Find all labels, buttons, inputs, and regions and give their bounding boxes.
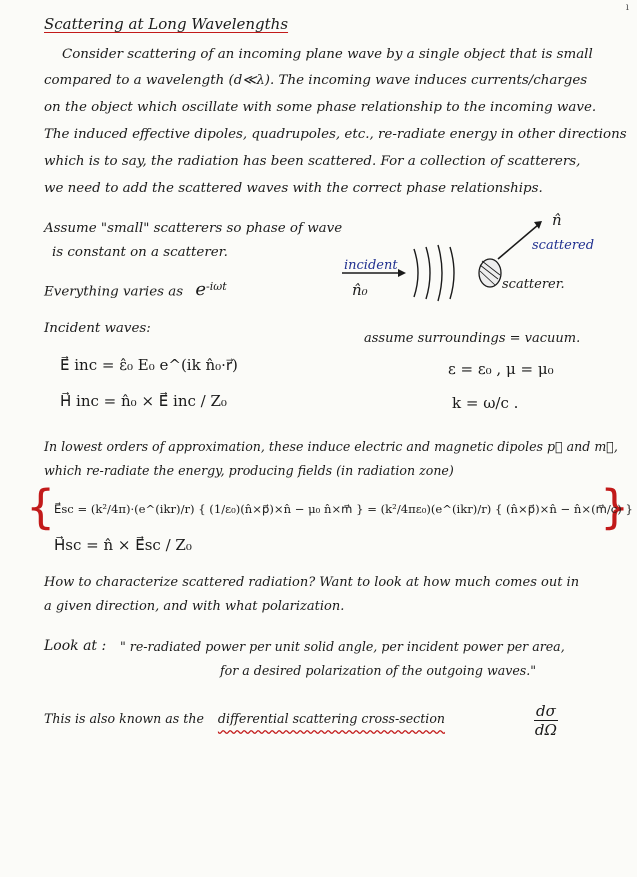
scattered-label: scattered (532, 238, 595, 253)
scattered-h-field-eq: H⃗sc = n̂ × E⃗sc / Z₀ (54, 536, 192, 554)
scattered-e-field-eq: E⃗sc = (k²/4π)·(e^(ikr)/r) { (1/ε₀)(n̂×p⃗)×n̂ − μ₀ n̂×m⃗ } = (k²/4πε₀)(e^(ikr)/r) { (n̂×p⃗)×n̂ − n̂×(m⃗/c) } (54, 502, 633, 516)
scatterer-label: scatterer. (502, 277, 565, 292)
incident-direction: n̂₀ (352, 281, 368, 299)
page-mark: ı (625, 2, 629, 13)
system-left-brace: { (26, 480, 56, 534)
wavefront (450, 247, 454, 299)
incident-waves-label: Incident waves: (44, 321, 151, 336)
look-at-line: " re-radiated power per unit solid angle, per incident power per area, (120, 639, 565, 654)
surroundings-line: assume surroundings = vacuum. (364, 331, 581, 346)
intro-line: Consider scattering of an incoming plane wave by a single object that is small (62, 47, 593, 62)
also-known-prefix: This is also known as the (44, 711, 204, 726)
varies-text: Everything varies as (44, 284, 184, 300)
intro-line: we need to add the scattered waves with the correct phase relationships. (44, 181, 543, 196)
incident-e-field-eq: E⃗ inc = ε̂₀ E₀ e^(ik n̂₀·r⃗) (60, 356, 238, 374)
incident-arrowhead (398, 269, 406, 277)
scattered-direction: n̂ (552, 211, 562, 229)
assume-line: Assume "small" scatterers so phase of wave (44, 221, 343, 236)
look-at-line: for a desired polarization of the outgoing waves." (220, 663, 537, 678)
characterize-line: a given direction, and with what polarization. (44, 599, 345, 614)
wavefront (438, 245, 442, 301)
time-dependence (44, 278, 227, 300)
system-right-brace: } (600, 480, 630, 534)
incident-h-field-eq: H⃗ inc = n̂₀ × E⃗ inc / Z₀ (60, 392, 227, 410)
wavefront (426, 247, 430, 299)
wavenumber-eq: k = ω/c . (452, 394, 519, 412)
fraction-numerator: dσ (536, 702, 556, 720)
fraction-denominator: dΩ (534, 721, 557, 739)
also-known-line (44, 710, 445, 727)
lowest-order-line: In lowest orders of approximation, these induce electric and magnetic dipoles p⃗ and m⃗, (44, 439, 618, 454)
wavefront (414, 249, 418, 297)
intro-line: compared to a wavelength (d≪λ). The incoming wave induces currents/charges (44, 73, 588, 88)
exp-base: e (195, 279, 207, 301)
intro-line: which is to say, the radiation has been scattered. For a collection of scatterers, (44, 154, 581, 169)
intro-line: on the object which oscillate with some phase relationship to the incoming wave. (44, 100, 597, 115)
exp-power: -iωt (206, 280, 227, 293)
assume-line: is constant on a scatterer. (52, 245, 228, 260)
permittivity-eq: ε = ε₀ , μ = μ₀ (448, 360, 554, 378)
characterize-line: How to characterize scattered radiation? Want to look at how much comes out in (44, 575, 580, 590)
cross-section-term: differential scattering cross-section (217, 711, 446, 726)
intro-line: The induced effective dipoles, quadrupoles, etc., re-radiate energy in other directions (44, 127, 627, 142)
look-at-label: Look at : (44, 638, 107, 654)
lowest-order-line: which re-radiate the energy, producing fields (in radiation zone) (44, 463, 454, 478)
cross-section-fraction (534, 702, 558, 739)
incident-label: incident (344, 258, 398, 273)
page-title: Scattering at Long Wavelengths (44, 15, 289, 33)
